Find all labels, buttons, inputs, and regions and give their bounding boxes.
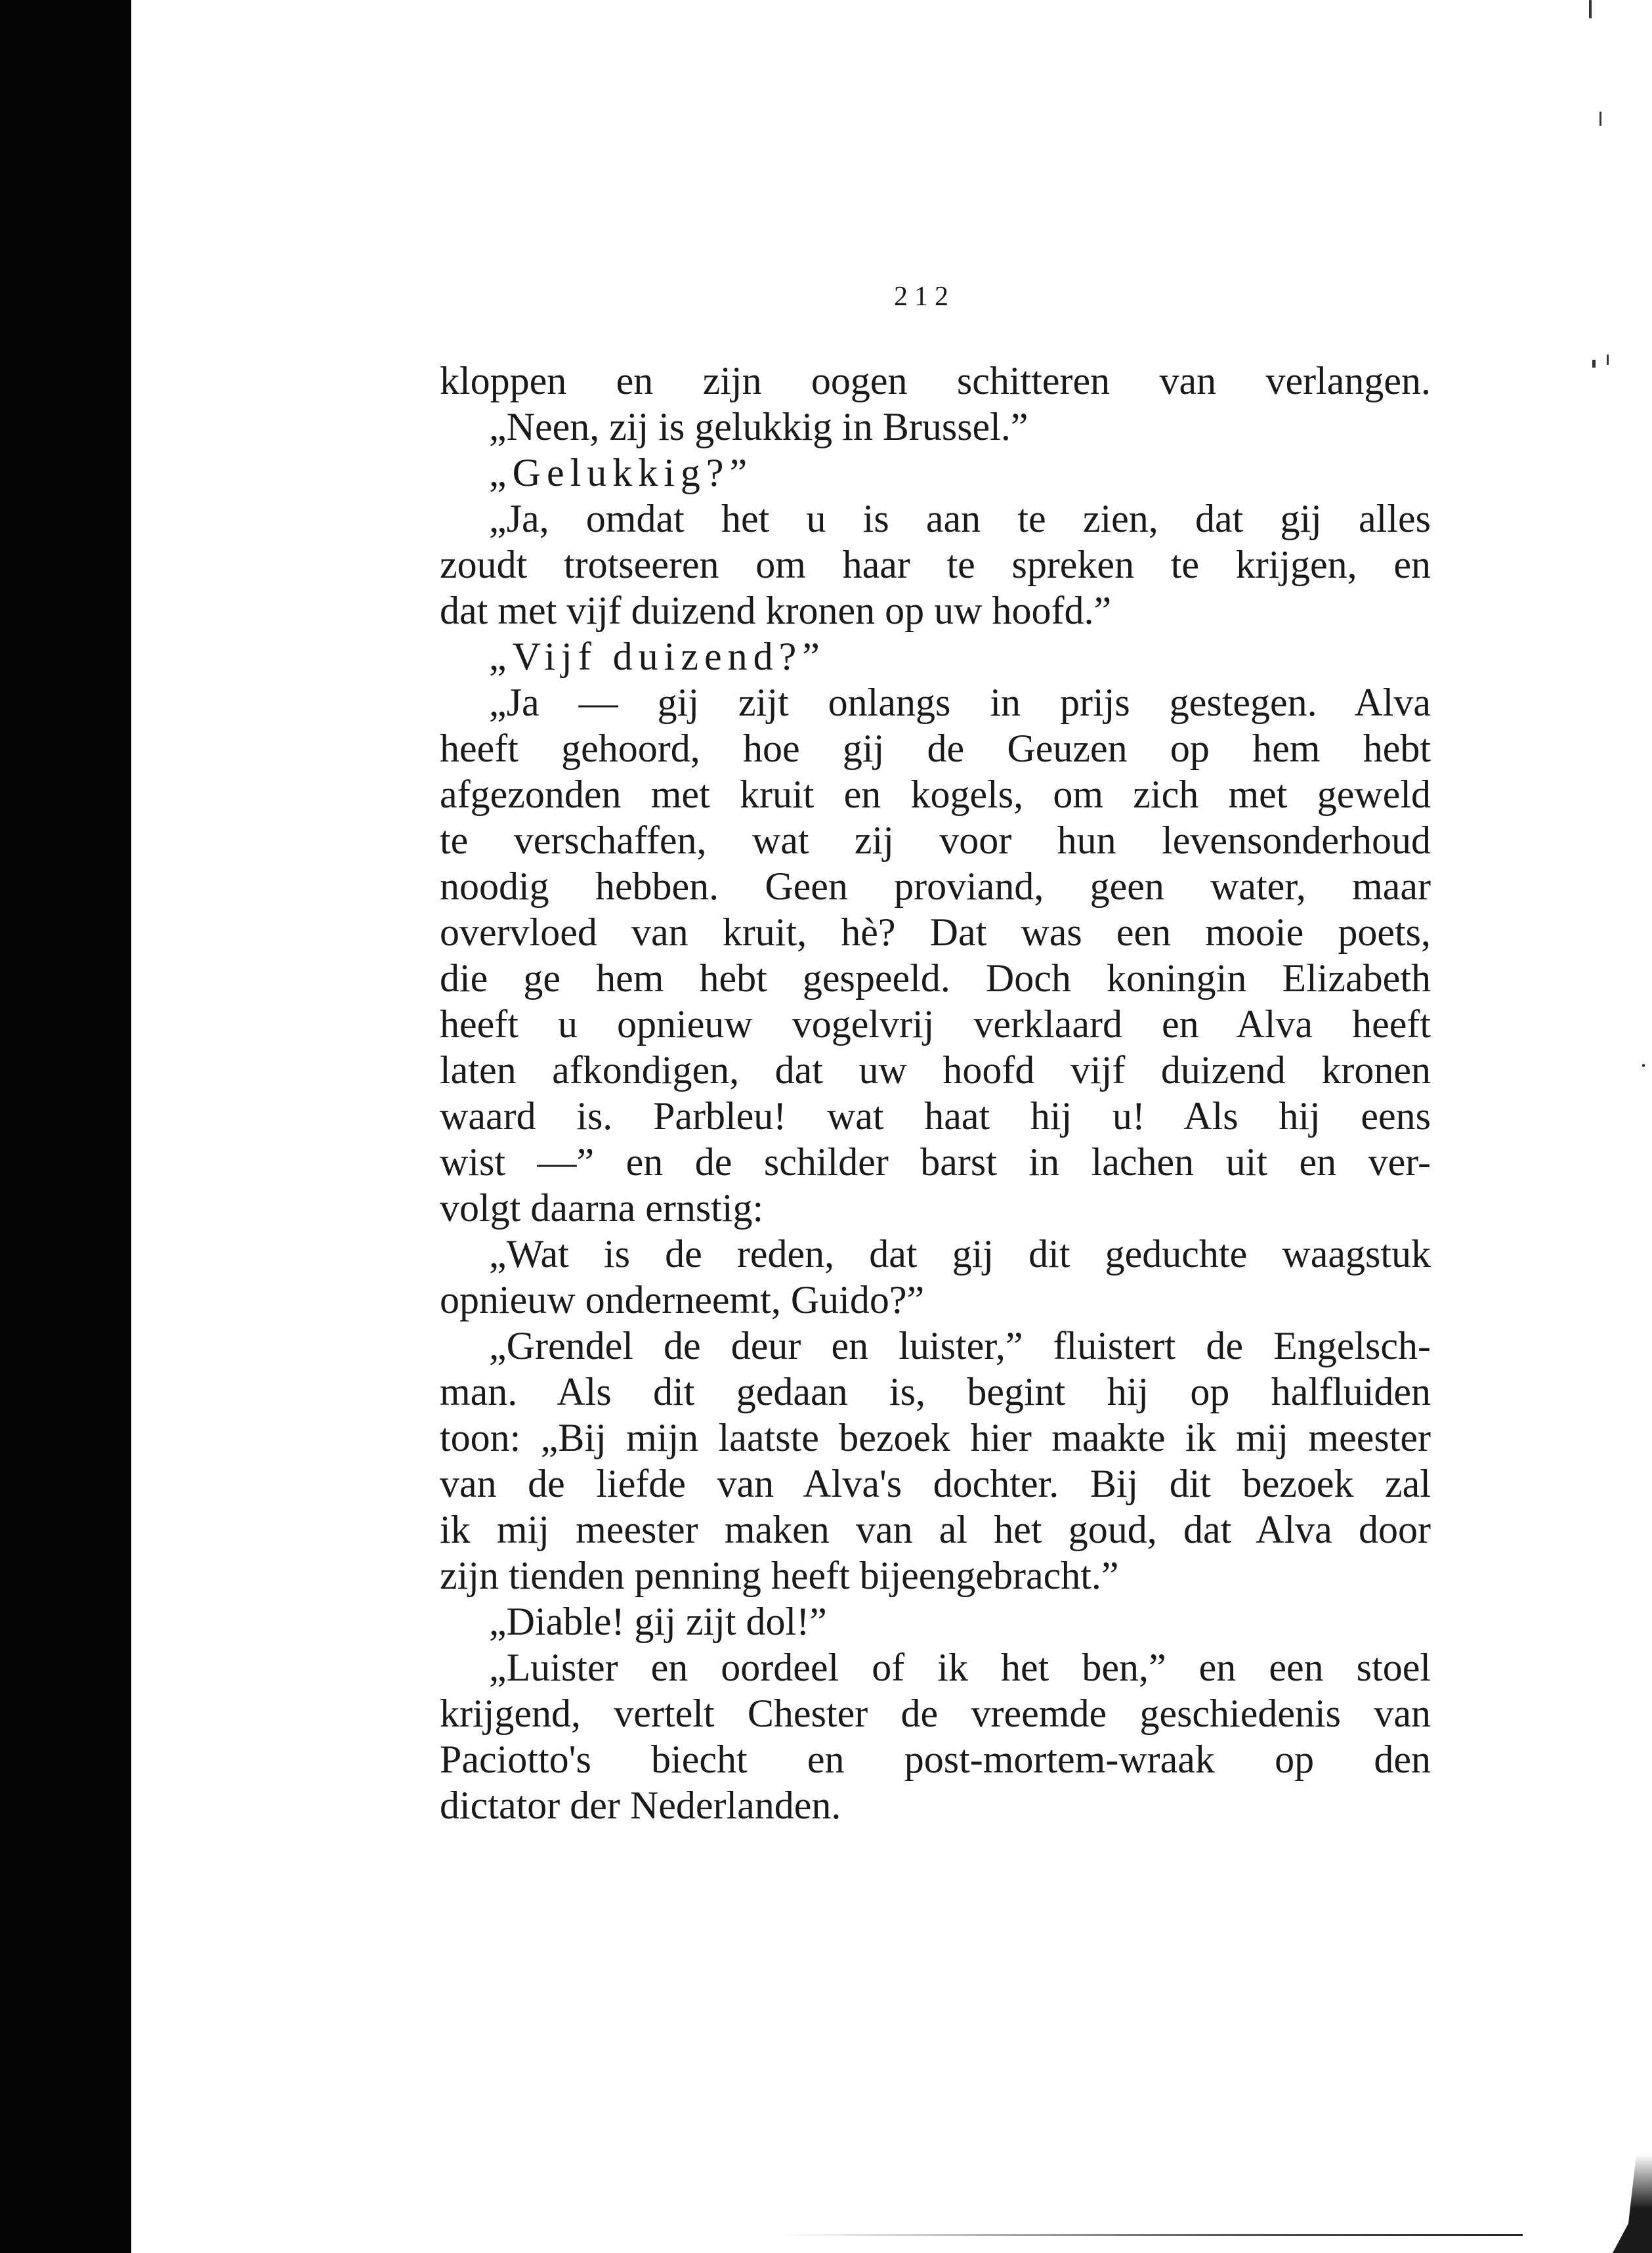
page-number: 212 xyxy=(894,282,955,312)
text-line: van de liefde van Alva's dochter. Bij dit bezoek zal xyxy=(440,1462,1431,1505)
text-line: „Neen, zij is gelukkig in Brussel.” xyxy=(489,405,1028,448)
text-line: laten afkondigen, dat uw hoofd vijf duizend kronen xyxy=(440,1048,1431,1092)
text-line: kloppen en zijn oogen schitteren van verlangen. xyxy=(440,359,1431,402)
text-line: „Luister en oordeel of ik het ben,” en een stoel xyxy=(489,1646,1431,1689)
text-line: krijgend, vertelt Chester de vreemde geschiedenis van xyxy=(440,1692,1431,1735)
text-line: „Diable! gij zijt dol!” xyxy=(489,1600,827,1643)
text-line: ik mij meester maken van al het goud, dat Alva door xyxy=(440,1508,1431,1551)
text-line: opnieuw onderneemt, Guido?” xyxy=(440,1278,925,1321)
text-line: zoudt trotseeren om haar te spreken te krijgen, en xyxy=(440,543,1431,586)
text-line: waard is. Parbleu! wat haat hij u! Als hij eens xyxy=(440,1094,1431,1138)
text-line: overvloed van kruit, hè? Dat was een mooie poets, xyxy=(440,911,1431,954)
text-line: „Vijf duizend?” xyxy=(489,635,826,678)
book-binding-shadow xyxy=(0,0,131,2253)
text-line: toon: „Bij mijn laatste bezoek hier maakte ik mij meester xyxy=(440,1416,1431,1459)
text-line: „Ja — gij zijt onlangs in prijs gestegen. Alva xyxy=(489,681,1431,724)
text-line: „Gelukkig?” xyxy=(489,451,753,494)
scan-speck xyxy=(1589,0,1592,18)
text-line: noodig hebben. Geen proviand, geen water, maar xyxy=(440,865,1431,908)
text-line: heeft gehoord, hoe gij de Geuzen op hem hebt xyxy=(440,727,1431,770)
scan-speck xyxy=(1607,354,1609,365)
scan-corner-shadow xyxy=(1613,2155,1652,2253)
text-line: heeft u opnieuw vogelvrij verklaard en Alva heeft xyxy=(440,1002,1431,1046)
text-line: zijn tienden penning heeft bijeengebracht.” xyxy=(440,1554,1119,1597)
scan-edge-line xyxy=(781,2234,1523,2236)
text-line: „Ja, omdat het u is aan te zien, dat gij alles xyxy=(489,497,1431,540)
text-line: dat met vijf duizend kronen op uw hoofd.” xyxy=(440,589,1112,632)
text-line: dictator der Nederlanden. xyxy=(440,1784,841,1827)
text-line: afgezonden met kruit en kogels, om zich met geweld xyxy=(440,773,1431,816)
text-line: man. Als dit gedaan is, begint hij op halfluiden xyxy=(440,1370,1431,1413)
text-line: die ge hem hebt gespeeld. Doch koningin Elizabeth xyxy=(440,956,1431,1000)
text-line: „Grendel de deur en luister,” fluistert de Engelsch- xyxy=(489,1324,1431,1367)
text-line: Paciotto's biecht en post-mortem-wraak op den xyxy=(440,1738,1431,1781)
scan-speck xyxy=(1599,112,1601,126)
text-line: volgt daarna ernstig: xyxy=(440,1186,764,1230)
text-line: wist —” en de schilder barst in lachen uit en ver- xyxy=(440,1140,1431,1184)
page-body-text xyxy=(440,358,1431,1828)
scan-speck xyxy=(1642,1064,1645,1067)
text-line: „Wat is de reden, dat gij dit geduchte waagstuk xyxy=(489,1232,1431,1276)
text-line: te verschaffen, wat zij voor hun levensonderhoud xyxy=(440,819,1431,862)
scan-speck xyxy=(1592,360,1596,368)
